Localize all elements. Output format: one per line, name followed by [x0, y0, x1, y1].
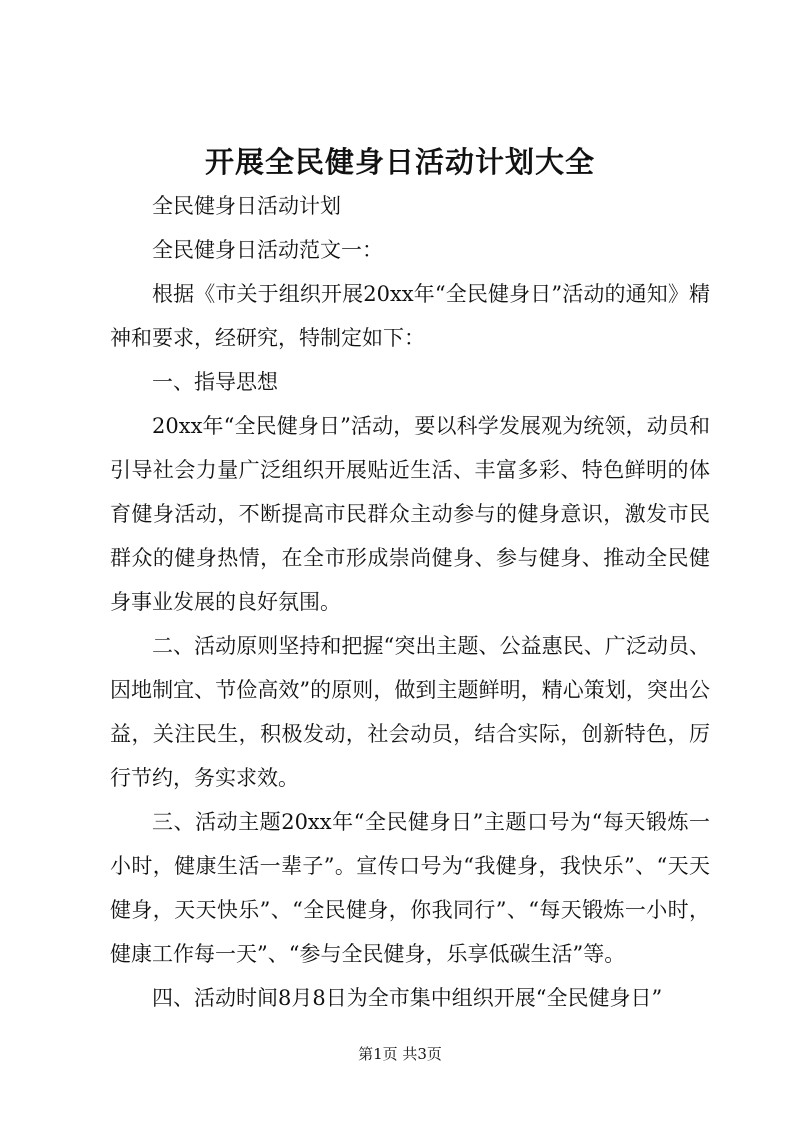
- document-body: [110, 184, 710, 1020]
- paragraph-section-time: 四、活动时间8月8日为全市集中组织开展“全民健身日”: [152, 986, 663, 1010]
- paragraph-plan-heading: 全民健身日活动计划: [152, 194, 341, 218]
- document-title: 开展全民健身日活动计划大全: [204, 145, 595, 179]
- paragraph-section-guiding-thought: 一、指导思想: [152, 370, 278, 394]
- paragraph-section-theme: 三、活动主题20xx年“全民健身日”主题口号为“每天锻炼一小时，健康生活一辈子”。宣传口号为“我健身，我快乐”、“天天健身，天天快乐”、“全民健身，你我同行”、“每天锻炼一小时，健康工作每一天”、“参与全民健身，乐享低碳生活”等。: [110, 810, 710, 966]
- paragraph-guiding-thought-body: 20xx年“全民健身日”活动，要以科学发展观为统领，动员和引导社会力量广泛组织开展贴近生活、丰富多彩、特色鲜明的体育健身活动，不断提高市民群众主动参与的健身意识，激发市民群众的健身热情，在全市形成崇尚健身、参与健身、推动全民健身事业发展的良好氛围。: [110, 414, 710, 614]
- paragraph-sample-heading: 全民健身日活动范文一：: [152, 238, 383, 262]
- paragraph-intro: 根据《市关于组织开展20xx年“全民健身日”活动的通知》精神和要求，经研究，特制定如下：: [110, 282, 710, 350]
- page-number-footer: 第1页 共3页: [358, 1045, 442, 1063]
- paragraph-section-principles: 二、活动原则坚持和把握“突出主题、公益惠民、广泛动员、因地制宜、节俭高效”的原则，做到主题鲜明，精心策划，突出公益，关注民生，积极发动，社会动员，结合实际，创新特色，厉行节约，务实求效。: [110, 634, 710, 790]
